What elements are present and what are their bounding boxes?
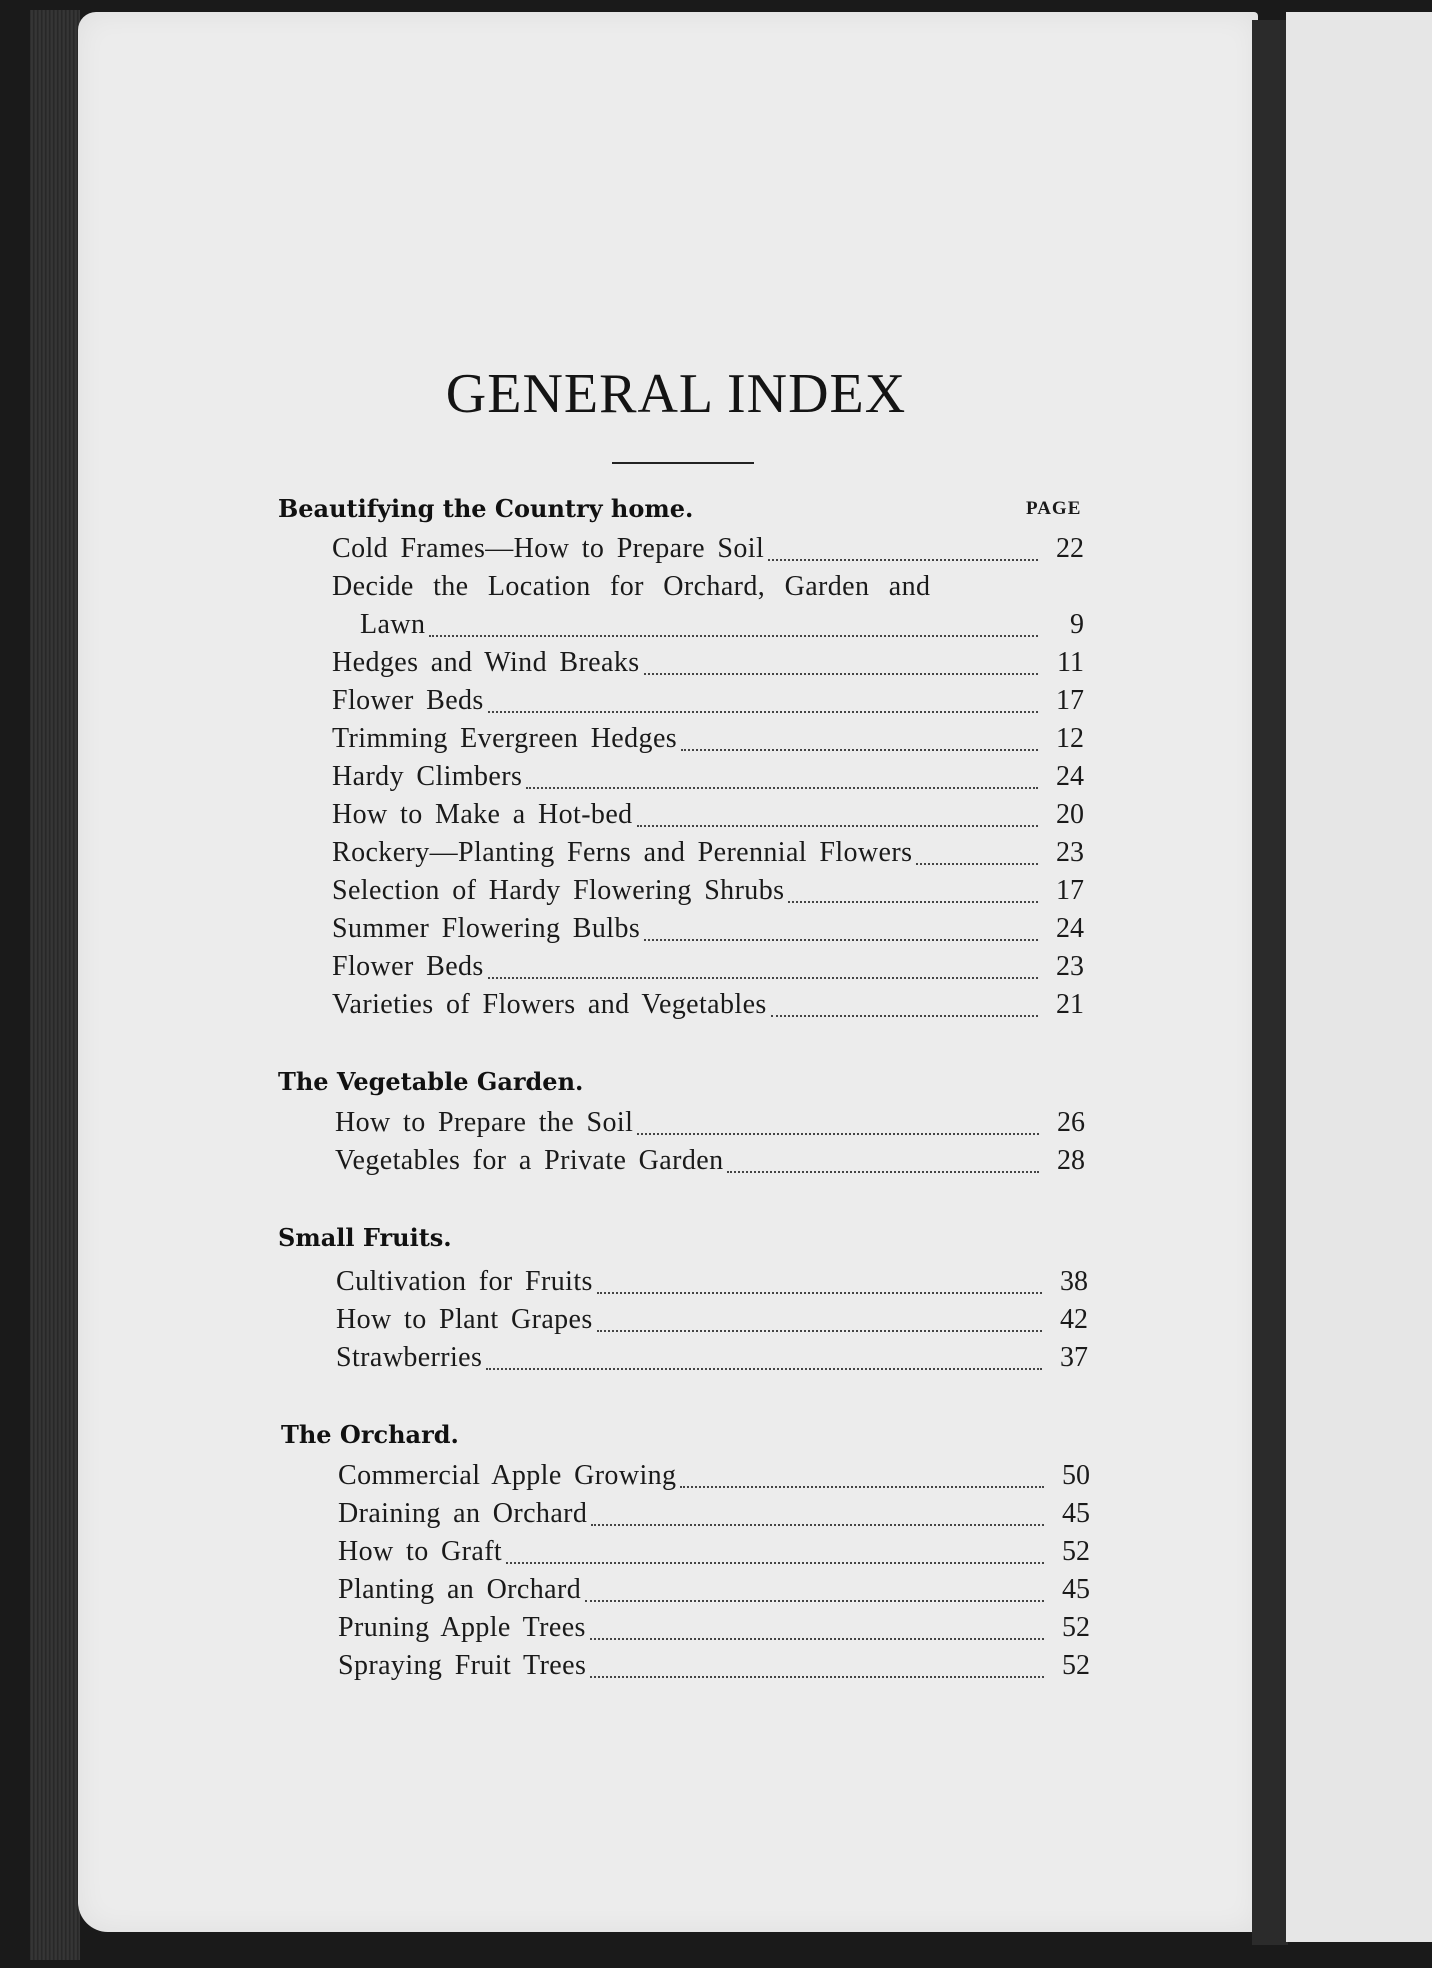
index-entry — [332, 837, 1084, 875]
dot-leader — [788, 901, 1038, 903]
entry-page: 45 — [1062, 1574, 1090, 1605]
index-entry — [360, 609, 1084, 647]
dot-leader — [429, 635, 1038, 637]
dot-leader — [590, 1676, 1044, 1678]
entry-page: 24 — [1056, 761, 1084, 792]
entry-page: 9 — [1070, 609, 1084, 640]
entry-label: Draining an Orchard — [338, 1498, 588, 1529]
entry-page: 11 — [1057, 647, 1084, 678]
entry-label: Commercial Apple Growing — [338, 1460, 677, 1491]
dot-leader — [488, 711, 1038, 713]
dot-leader — [597, 1292, 1042, 1294]
dot-leader — [488, 977, 1038, 979]
dot-leader — [771, 1015, 1038, 1017]
entry-page: 22 — [1056, 533, 1084, 564]
index-entry — [332, 647, 1084, 685]
entry-label: How to Graft — [338, 1536, 503, 1567]
index-entry — [338, 1536, 1090, 1574]
entry-label-continued: Lawn — [360, 609, 426, 640]
index-entry — [335, 1145, 1085, 1183]
index-entry — [332, 989, 1084, 1027]
entry-page: 17 — [1056, 685, 1084, 716]
dot-leader — [680, 1486, 1044, 1488]
entry-label: Pruning Apple Trees — [338, 1612, 586, 1643]
dot-leader — [916, 863, 1038, 865]
section-heading: The Orchard. — [281, 1420, 459, 1449]
entry-label: Trimming Evergreen Hedges — [332, 723, 678, 754]
entry-page: 21 — [1056, 989, 1084, 1020]
index-entry — [332, 799, 1084, 837]
index-entry — [332, 761, 1084, 799]
entry-label: How to Prepare the Soil — [335, 1107, 634, 1138]
entry-label: Strawberries — [336, 1342, 483, 1373]
dot-leader — [591, 1524, 1044, 1526]
index-entry — [338, 1498, 1090, 1536]
index-entry — [335, 1107, 1085, 1145]
entry-label: Flower Beds — [332, 951, 484, 982]
index-entry — [336, 1304, 1088, 1342]
entry-page: 23 — [1056, 951, 1084, 982]
dot-leader — [597, 1330, 1042, 1332]
entry-page: 52 — [1062, 1612, 1090, 1643]
dot-leader — [637, 1133, 1039, 1135]
entry-page: 20 — [1056, 799, 1084, 830]
entry-label: Selection of Hardy Flowering Shrubs — [332, 875, 785, 906]
dot-leader — [506, 1562, 1044, 1564]
index-entry — [332, 723, 1084, 761]
entry-page: 42 — [1060, 1304, 1088, 1335]
entry-label: Cold Frames—How to Prepare Soil — [332, 533, 765, 564]
title-rule — [612, 462, 754, 464]
book-gutter — [1252, 20, 1288, 1945]
entry-page: 23 — [1056, 837, 1084, 868]
entry-label: Hardy Climbers — [332, 761, 523, 792]
index-entry — [338, 1650, 1090, 1688]
entry-label: Flower Beds — [332, 685, 484, 716]
dot-leader — [681, 749, 1038, 751]
entry-label: Hedges and Wind Breaks — [332, 647, 640, 678]
dot-leader — [486, 1368, 1042, 1370]
dot-leader — [727, 1171, 1039, 1173]
entry-page: 38 — [1060, 1266, 1088, 1297]
entry-page: 45 — [1062, 1498, 1090, 1529]
entry-page: 24 — [1056, 913, 1084, 944]
dot-leader — [585, 1600, 1044, 1602]
section-heading: Small Fruits. — [278, 1223, 452, 1252]
index-entry — [332, 951, 1084, 989]
index-entry — [336, 1266, 1088, 1304]
entry-page: 52 — [1062, 1536, 1090, 1567]
entry-label: Summer Flowering Bulbs — [332, 913, 641, 944]
index-entry — [338, 1612, 1090, 1650]
dot-leader — [637, 825, 1038, 827]
entry-label: Spraying Fruit Trees — [338, 1650, 587, 1681]
entry-page: 12 — [1056, 723, 1084, 754]
entry-label: How to Make a Hot-bed — [332, 799, 633, 830]
section-heading: The Vegetable Garden. — [278, 1067, 584, 1096]
index-entry — [332, 533, 1084, 571]
dot-leader — [644, 673, 1038, 675]
entry-page: 17 — [1056, 875, 1084, 906]
entry-label: Cultivation for Fruits — [336, 1266, 593, 1297]
index-entry — [332, 913, 1084, 951]
entry-page: 50 — [1062, 1460, 1090, 1491]
entry-label: Vegetables for a Private Garden — [335, 1145, 724, 1176]
index-entry — [338, 1574, 1090, 1612]
page-column-label: PAGE — [1026, 498, 1082, 519]
entry-label: Planting an Orchard — [338, 1574, 582, 1605]
index-entry — [338, 1460, 1090, 1498]
page-title: GENERAL INDEX — [445, 363, 907, 425]
entry-page: 52 — [1062, 1650, 1090, 1681]
dot-leader — [526, 787, 1038, 789]
entry-label: Varieties of Flowers and Vegetables — [332, 989, 767, 1020]
dot-leader — [644, 939, 1038, 941]
section-heading: Beautifying the Country home. — [278, 494, 694, 523]
entry-label: Rockery—Planting Ferns and Perennial Flowers — [332, 837, 913, 868]
entry-label: Decide the Location for Orchard, Garden and — [332, 571, 931, 602]
dot-leader — [768, 559, 1038, 561]
index-entry — [332, 685, 1084, 723]
index-entry — [336, 1342, 1088, 1380]
entry-page: 37 — [1060, 1342, 1088, 1373]
dot-leader — [590, 1638, 1044, 1640]
facing-page — [1286, 12, 1432, 1942]
entry-label: How to Plant Grapes — [336, 1304, 593, 1335]
index-entry — [332, 875, 1084, 913]
book-page-edges — [30, 10, 80, 1960]
entry-page: 26 — [1057, 1107, 1085, 1138]
entry-page: 28 — [1057, 1145, 1085, 1176]
